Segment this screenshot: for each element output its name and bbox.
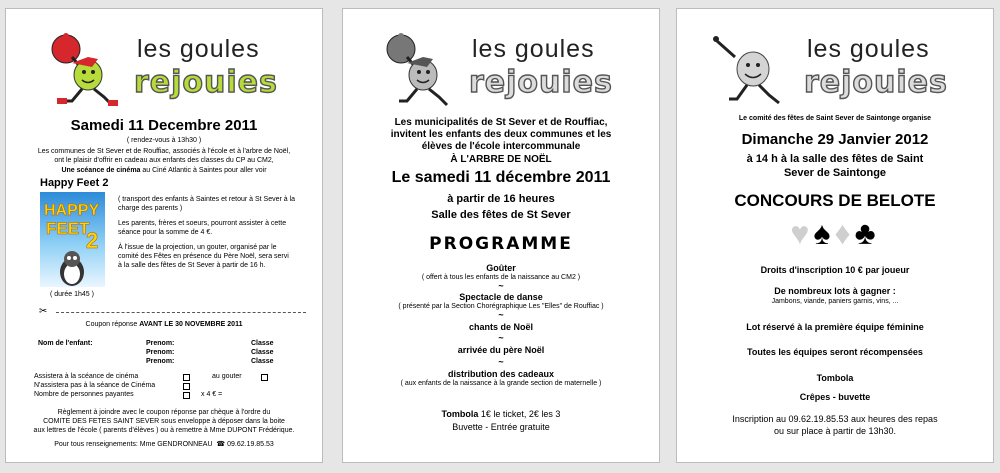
class-label-3: Classe	[251, 358, 274, 365]
time-place-1: à 14 h à la salle des fêtes de Saint	[746, 153, 924, 165]
check-label-cinema: Assistera à la scéance de cinéma	[34, 373, 139, 380]
flyer-cinema	[5, 8, 323, 463]
event-date: Le samedi 11 décembre 2011	[391, 169, 611, 186]
check-label-snack: au gouter	[212, 373, 242, 380]
card-suits	[677, 213, 993, 253]
checkbox-absent[interactable]	[183, 383, 190, 390]
logo-text-line1: les goules	[472, 35, 595, 63]
logo-text-line1: les goules	[137, 35, 260, 63]
crepes-bar: Crêpes - buvette	[799, 392, 871, 402]
signup-2: ou sur place à partir de 13h30.	[773, 426, 897, 436]
poster-word1: HAPPY	[44, 202, 100, 219]
coupon-prefix: Coupon réponse	[85, 321, 140, 328]
item-dance: Spectacle de danse	[459, 292, 543, 302]
cinema-line	[6, 167, 322, 174]
signup-1: Inscription au 09.62.19.85.53 aux heures des repas	[732, 414, 938, 424]
payment-1: Règlement à joindre avec le coupon réponse par chèque à l'ordre du	[57, 409, 271, 416]
tombola: Tombola	[816, 373, 854, 383]
mascot-santa-icon	[42, 27, 132, 107]
tilde-3: ~	[498, 333, 504, 343]
film-duration: ( durée 1h45 )	[50, 291, 94, 298]
price-formula: x 4 € =	[201, 391, 223, 398]
logo-goules-rejouies	[707, 27, 977, 107]
first-name-label-2: Prenom:	[146, 349, 175, 356]
organizer: Le comité des fêtes de Saint Sever de Saintonge organise	[738, 115, 932, 122]
first-name-label-1: Prenom:	[146, 340, 175, 347]
ladies-prize: Lot réservé à la première équipe féminine	[746, 322, 924, 332]
event-place: Salle des fêtes de St Sever	[431, 209, 571, 221]
entry-fee: Droits d'inscription 10 € par joueur	[760, 265, 910, 275]
bar-line: Buvette - Entrée gratuite	[452, 422, 550, 432]
poster-number: 2	[86, 228, 99, 253]
meeting-time: ( rendez-vous à 13h30 )	[126, 137, 202, 144]
event-date: Samedi 11 Decembre 2011	[70, 117, 258, 134]
check-label-absent: N'assistera pas à la séance de Cinéma	[34, 382, 156, 389]
film-title: Happy Feet 2	[40, 177, 109, 189]
first-name-label-3: Prenom:	[146, 358, 175, 365]
item-songs: chants de Noël	[468, 322, 533, 332]
cinema-strong: Une scéance de cinéma	[61, 167, 141, 174]
checkbox-snack[interactable]	[261, 374, 268, 381]
logo-text-line2: rejouies	[134, 65, 278, 100]
coupon-header	[6, 321, 322, 328]
class-label-2: Classe	[251, 349, 274, 356]
logo-text-line1: les goules	[807, 35, 930, 63]
item-santa: arrivée du père Noël	[457, 345, 545, 355]
transport-1: ( transport des enfants à Saintes et retour à St Sever à la	[118, 196, 296, 203]
child-name-label: Nom de l'enfant:	[38, 340, 93, 347]
item-gifts: distribution des cadeaux	[447, 369, 555, 379]
heart-icon: ♥	[790, 215, 814, 251]
logo-text-line2: rejouies	[804, 65, 948, 100]
intro-line-1: Les communes de St Sever et de Rouffiac, associés à l'école et à l'arbre de Noël,	[37, 148, 291, 155]
tombola-rest: 1€ le ticket, 2€ les 3	[478, 409, 561, 419]
penguin-icon	[52, 250, 92, 286]
event-title: CONCOURS DE BELOTE	[734, 191, 936, 210]
cut-line	[56, 312, 306, 313]
parents-2: séance pour la somme de 4 €.	[118, 229, 213, 236]
snack-2: comité des Fêtes en présence du Père Noël, sera servi	[118, 253, 289, 260]
mascot-icon	[707, 27, 797, 107]
event-time: à partir de 16 heures	[447, 193, 555, 205]
flyer-christmas-tree	[342, 8, 660, 463]
intro-line-2: ont le plaisir d'offrir en cadeau aux enfants des classes du CP au CM2,	[54, 157, 274, 164]
tombola-strong: Tombola	[441, 409, 479, 419]
club-icon: ♣	[854, 215, 880, 251]
check-label-paying: Nombre de personnes payantes	[34, 391, 134, 398]
logo-goules-rejouies	[377, 27, 637, 107]
item-dance-sub: ( présenté par la Section Chorégraphique Les "Elles" de Rouffiac )	[398, 303, 604, 310]
class-label-1: Classe	[251, 340, 274, 347]
logo-text-line2: rejouies	[469, 65, 613, 100]
event-name: À L'ARBRE DE NOËL	[450, 154, 552, 165]
checkbox-cinema[interactable]	[183, 374, 190, 381]
spade-icon: ♠	[813, 215, 835, 251]
film-poster	[40, 192, 105, 287]
prizes-detail: Jambons, viande, paniers garnis, vins, ...	[771, 298, 899, 305]
tombola-line	[343, 409, 659, 419]
paying-count-field[interactable]	[183, 392, 190, 399]
cinema-rest: au Ciné Atlantic à Saintes pour aller voir	[140, 167, 267, 174]
contact-line	[6, 440, 322, 448]
diamond-icon: ♦	[834, 215, 855, 251]
payment-2: COMITE DES FETES SAINT SEVER sous enveloppe à déposer dans la boite	[43, 418, 285, 425]
snack-3: à la salle des fêtes de St Sever à partir de 16 h.	[118, 262, 266, 269]
item-snack-sub: ( offert à tous les enfants de la naissance au CM2 )	[421, 274, 581, 281]
event-date: Dimanche 29 Janvier 2012	[741, 131, 929, 148]
prizes: De nombreux lots à gagner :	[774, 286, 896, 296]
flyer-belote	[676, 8, 994, 463]
intro-2: invitent les enfants des deux communes et les	[390, 129, 612, 140]
mascot-santa-icon	[377, 27, 467, 107]
program-title: PROGRAMME	[429, 234, 573, 254]
contact-phone: ☎ 09.62.19.85.53	[216, 441, 274, 448]
payment-3: aux lettres de l'école ( parents d'élèves ) ou à remettre à Mme DUPONT Frédérique.	[33, 427, 295, 434]
scissors-icon: ✂	[39, 306, 48, 317]
snack-1: À l'issue de la projection, un gouter, organisé par le	[118, 244, 277, 251]
poster-word2: FEET	[46, 219, 90, 238]
time-place-2: Sever de Saintonge	[783, 167, 887, 179]
tilde-1: ~	[498, 281, 504, 291]
tilde-4: ~	[498, 357, 504, 367]
item-snack: Goûter	[486, 263, 516, 273]
intro-3: élèves de l'école intercommunale	[421, 141, 581, 152]
item-gifts-sub: ( aux enfants de la naissance à la grande section de maternelle )	[400, 380, 602, 387]
parents-1: Les parents, frères et soeurs, pourront assister à cette	[118, 220, 287, 227]
tilde-2: ~	[498, 310, 504, 320]
logo-goules-rejouies	[42, 27, 302, 107]
all-teams: Toutes les équipes seront récompensées	[747, 347, 923, 357]
coupon-deadline: AVANT LE 30 NOVEMBRE 2011	[139, 321, 243, 328]
contact-name: Pour tous renseignements: Mme GENDRONNEAU	[54, 441, 213, 448]
intro-1: Les municipalités de St Sever et de Rouffiac,	[394, 117, 608, 128]
transport-2: charge des parents )	[118, 205, 183, 212]
